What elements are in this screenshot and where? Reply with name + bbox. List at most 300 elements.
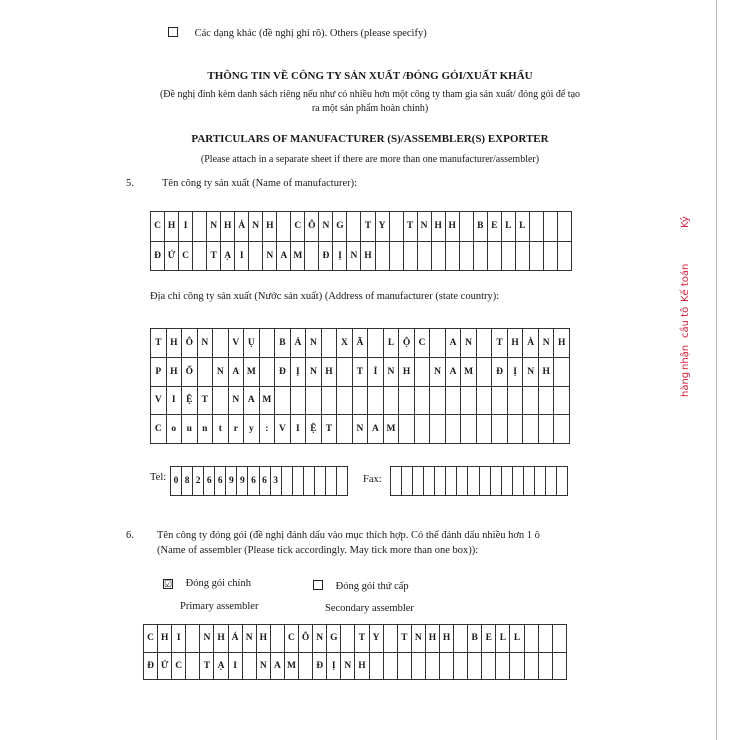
letter-box[interactable]: H xyxy=(166,329,182,358)
manufacturer-name-grid[interactable] xyxy=(150,211,572,271)
letter-box[interactable]: H xyxy=(439,625,453,653)
letter-box[interactable]: Ả xyxy=(290,329,306,358)
item6-number: 6. xyxy=(126,530,134,541)
letter-box[interactable] xyxy=(492,386,508,415)
fax-digit-box[interactable] xyxy=(424,467,435,496)
letter-box[interactable] xyxy=(476,386,492,415)
letter-box[interactable] xyxy=(439,652,453,680)
letter-box[interactable]: H xyxy=(431,212,445,242)
letter-box[interactable]: T xyxy=(197,386,213,415)
letter-box[interactable] xyxy=(554,415,570,444)
letter-box[interactable] xyxy=(454,652,468,680)
letter-box[interactable]: Đ xyxy=(275,357,291,386)
letter-box[interactable] xyxy=(454,625,468,653)
letter-box[interactable]: T xyxy=(321,415,337,444)
tel-digit-box[interactable] xyxy=(325,467,336,496)
letter-box[interactable]: n xyxy=(197,415,213,444)
letter-box[interactable] xyxy=(414,357,430,386)
letter-box[interactable]: I xyxy=(166,386,182,415)
letter-box[interactable]: H xyxy=(538,357,554,386)
letter-box[interactable] xyxy=(476,415,492,444)
grid-row xyxy=(144,625,567,653)
letter-box[interactable]: I xyxy=(179,212,193,242)
letter-box[interactable]: B xyxy=(468,625,482,653)
letter-box[interactable]: N xyxy=(523,357,539,386)
letter-box[interactable]: N xyxy=(249,212,263,242)
fax-digit-box[interactable] xyxy=(545,467,556,496)
letter-box[interactable] xyxy=(193,241,207,271)
letter-box[interactable] xyxy=(538,625,552,653)
tel-digit-box[interactable]: 0 xyxy=(171,467,182,496)
letter-box[interactable]: I xyxy=(228,652,242,680)
letter-box[interactable] xyxy=(538,386,554,415)
note-vi-line1: (Đề nghị đính kèm danh sách riêng nếu như có nhiều hơn một công ty tham gia sản xuất/ đóng gói để tạo xyxy=(159,89,581,100)
letter-box[interactable]: G xyxy=(327,625,341,653)
letter-box[interactable]: Ô xyxy=(182,329,198,358)
letter-box[interactable] xyxy=(529,212,543,242)
primary-assembler-label-en: Primary assembler xyxy=(180,601,259,612)
letter-box[interactable]: Đ xyxy=(144,652,158,680)
letter-box[interactable] xyxy=(375,241,389,271)
letter-box[interactable] xyxy=(368,329,384,358)
letter-box[interactable] xyxy=(492,415,508,444)
letter-box[interactable]: C xyxy=(151,415,167,444)
letter-box[interactable]: L xyxy=(496,625,510,653)
letter-box[interactable]: X xyxy=(337,329,353,358)
letter-box[interactable] xyxy=(543,241,557,271)
letter-box[interactable] xyxy=(554,386,570,415)
letter-box[interactable]: V xyxy=(275,415,291,444)
section-title-en: PARTICULARS OF MANUFACTURER (S)/ASSEMBLER(S) EXPORTER xyxy=(191,133,549,145)
letter-box[interactable] xyxy=(399,386,415,415)
letter-box[interactable]: A xyxy=(368,415,384,444)
letter-box[interactable]: N xyxy=(242,625,256,653)
letter-box[interactable]: H xyxy=(166,357,182,386)
letter-box[interactable]: Ứ xyxy=(158,652,172,680)
letter-box[interactable] xyxy=(321,329,337,358)
note-vi-line2: ra một sản phẩm hoàn chỉnh) xyxy=(311,103,429,114)
letter-box[interactable] xyxy=(414,386,430,415)
letter-box[interactable] xyxy=(557,212,571,242)
letter-box[interactable]: H xyxy=(256,625,270,653)
fax-digit-box[interactable] xyxy=(512,467,523,496)
letter-box[interactable]: L xyxy=(501,212,515,242)
letter-box[interactable]: Ộ xyxy=(399,329,415,358)
letter-box[interactable]: C xyxy=(151,212,165,242)
letter-box[interactable] xyxy=(507,415,523,444)
letter-box[interactable]: L xyxy=(383,329,399,358)
grid-row xyxy=(151,212,572,242)
fax-digit-box[interactable] xyxy=(413,467,424,496)
letter-box[interactable] xyxy=(557,241,571,271)
fax-digit-box[interactable] xyxy=(556,467,567,496)
fax-digit-grid[interactable] xyxy=(390,466,568,496)
fax-digit-box[interactable] xyxy=(534,467,545,496)
letter-box[interactable] xyxy=(425,652,439,680)
letter-box[interactable] xyxy=(369,652,383,680)
fax-digit-box[interactable] xyxy=(523,467,534,496)
fax-digit-box[interactable] xyxy=(490,467,501,496)
grid-row xyxy=(151,415,570,444)
letter-box[interactable]: t xyxy=(213,415,229,444)
letter-box[interactable] xyxy=(290,386,306,415)
letter-box[interactable]: C xyxy=(144,625,158,653)
letter-box[interactable]: Ụ xyxy=(244,329,260,358)
grid-row xyxy=(151,241,572,271)
letter-box[interactable]: T xyxy=(355,625,369,653)
fax-digit-box[interactable] xyxy=(457,467,468,496)
letter-box[interactable]: o xyxy=(166,415,182,444)
letter-box[interactable]: H xyxy=(221,212,235,242)
letter-box[interactable] xyxy=(529,241,543,271)
letter-box[interactable]: Á xyxy=(228,625,242,653)
digit-row xyxy=(391,467,568,496)
secondary-assembler-option[interactable] xyxy=(313,580,409,592)
letter-box[interactable]: N xyxy=(200,625,214,653)
tel-digit-box[interactable] xyxy=(303,467,314,496)
letter-box[interactable]: E xyxy=(487,212,501,242)
fax-digit-box[interactable] xyxy=(501,467,512,496)
letter-box[interactable]: H xyxy=(355,652,369,680)
letter-box[interactable] xyxy=(524,625,538,653)
letter-box[interactable] xyxy=(510,652,524,680)
letter-box[interactable]: P xyxy=(151,357,167,386)
fax-digit-box[interactable] xyxy=(402,467,413,496)
letter-box[interactable]: H xyxy=(263,212,277,242)
letter-box[interactable] xyxy=(249,241,263,271)
letter-box[interactable]: Ạ xyxy=(221,241,235,271)
letter-box[interactable] xyxy=(414,415,430,444)
letter-box[interactable]: N xyxy=(347,241,361,271)
letter-box[interactable]: C xyxy=(284,625,298,653)
letter-box[interactable]: I xyxy=(290,415,306,444)
letter-box[interactable] xyxy=(430,415,446,444)
letter-box[interactable]: L xyxy=(510,625,524,653)
letter-box[interactable]: T xyxy=(361,212,375,242)
letter-box[interactable]: Đ xyxy=(313,652,327,680)
letter-box[interactable]: N xyxy=(341,652,355,680)
tel-digit-box[interactable]: 6 xyxy=(248,467,259,496)
letter-box[interactable] xyxy=(389,241,403,271)
letter-box[interactable]: Ô xyxy=(305,212,319,242)
letter-box[interactable] xyxy=(476,357,492,386)
tel-digit-box[interactable]: 3 xyxy=(270,467,281,496)
letter-box[interactable]: E xyxy=(482,625,496,653)
letter-box[interactable] xyxy=(515,241,529,271)
assembler-name-grid[interactable] xyxy=(143,624,567,680)
letter-box[interactable]: H xyxy=(445,212,459,242)
tel-digit-box[interactable] xyxy=(281,467,292,496)
letter-box[interactable] xyxy=(445,386,461,415)
letter-box[interactable] xyxy=(242,652,256,680)
letter-box[interactable]: T xyxy=(207,241,221,271)
letter-box[interactable]: A xyxy=(228,357,244,386)
letter-box[interactable] xyxy=(411,652,425,680)
letter-box[interactable] xyxy=(445,241,459,271)
letter-box[interactable]: N xyxy=(352,415,368,444)
letter-box[interactable]: H xyxy=(425,625,439,653)
margin-mark-3: cầu tô xyxy=(680,306,691,338)
letter-box[interactable] xyxy=(259,357,275,386)
letter-box[interactable] xyxy=(321,386,337,415)
letter-box[interactable]: Á xyxy=(235,212,249,242)
letter-box[interactable]: Ố xyxy=(182,357,198,386)
tel-digit-box[interactable]: 2 xyxy=(193,467,204,496)
grid-row xyxy=(151,329,570,358)
letter-box[interactable] xyxy=(383,652,397,680)
letter-box[interactable]: N xyxy=(411,625,425,653)
letter-box[interactable]: M xyxy=(461,357,477,386)
item6-label-line1: Tên công ty đóng gói (đề nghị đánh dấu vào mục thích hợp. Có thể đánh dấu nhiều hơn 1 ô xyxy=(157,530,540,541)
letter-box[interactable]: À xyxy=(523,329,539,358)
letter-box[interactable]: V xyxy=(151,386,167,415)
letter-box[interactable] xyxy=(430,386,446,415)
letter-box[interactable]: T xyxy=(151,329,167,358)
letter-box[interactable]: M xyxy=(244,357,260,386)
primary-assembler-option[interactable] xyxy=(163,578,251,589)
letter-box[interactable]: A xyxy=(445,329,461,358)
grid-row xyxy=(144,652,567,680)
tel-digit-box[interactable]: 6 xyxy=(204,467,215,496)
tel-label: Tel: xyxy=(150,472,167,483)
letter-box[interactable] xyxy=(507,386,523,415)
letter-box[interactable]: H xyxy=(321,357,337,386)
letter-box[interactable] xyxy=(459,241,473,271)
letter-box[interactable]: N xyxy=(538,329,554,358)
letter-box[interactable]: N xyxy=(430,357,446,386)
tel-digit-box[interactable]: 8 xyxy=(182,467,193,496)
letter-box[interactable]: Ạ xyxy=(214,652,228,680)
letter-box[interactable]: T xyxy=(397,625,411,653)
letter-box[interactable] xyxy=(352,386,368,415)
item5-number: 5. xyxy=(126,178,134,189)
letter-box[interactable] xyxy=(554,357,570,386)
letter-box[interactable]: H xyxy=(507,329,523,358)
letter-box[interactable] xyxy=(417,241,431,271)
letter-box[interactable]: B xyxy=(473,212,487,242)
letter-box[interactable] xyxy=(341,625,355,653)
margin-mark-4: nhận xyxy=(680,344,691,370)
letter-box[interactable] xyxy=(306,386,322,415)
letter-box[interactable]: N xyxy=(263,241,277,271)
letter-box[interactable] xyxy=(299,652,313,680)
margin-mark-2: Kế toán xyxy=(680,263,691,302)
letter-box[interactable]: I xyxy=(172,625,186,653)
fax-digit-box[interactable] xyxy=(468,467,479,496)
letter-box[interactable]: A xyxy=(277,241,291,271)
fax-digit-box[interactable] xyxy=(446,467,457,496)
letter-box[interactable] xyxy=(445,415,461,444)
letter-box[interactable]: Y xyxy=(369,625,383,653)
letter-box[interactable]: A xyxy=(270,652,284,680)
secondary-assembler-checkbox[interactable] xyxy=(313,580,323,590)
margin-mark-5: hàng xyxy=(680,371,691,397)
letter-box[interactable]: Y xyxy=(375,212,389,242)
letter-box[interactable]: Ô xyxy=(299,625,313,653)
letter-box[interactable]: M xyxy=(284,652,298,680)
letter-box[interactable] xyxy=(337,415,353,444)
letter-box[interactable]: Ệ xyxy=(306,415,322,444)
letter-box[interactable] xyxy=(552,652,566,680)
letter-box[interactable] xyxy=(186,625,200,653)
letter-box[interactable]: H xyxy=(554,329,570,358)
letter-box[interactable] xyxy=(275,386,291,415)
letter-box[interactable] xyxy=(305,241,319,271)
letter-box[interactable] xyxy=(347,212,361,242)
letter-box[interactable] xyxy=(543,212,557,242)
letter-box[interactable] xyxy=(461,415,477,444)
tel-digit-grid[interactable] xyxy=(170,466,348,496)
letter-box[interactable] xyxy=(552,625,566,653)
letter-box[interactable] xyxy=(397,652,411,680)
letter-box[interactable] xyxy=(459,212,473,242)
primary-assembler-label-vi: Đóng gói chính xyxy=(185,578,251,589)
letter-box[interactable]: N xyxy=(417,212,431,242)
letter-box[interactable] xyxy=(270,625,284,653)
letter-box[interactable]: M xyxy=(291,241,305,271)
letter-box[interactable]: Ỉ xyxy=(368,357,384,386)
letter-box[interactable] xyxy=(403,241,417,271)
letter-box[interactable]: C xyxy=(172,652,186,680)
letter-box[interactable] xyxy=(399,415,415,444)
letter-box[interactable] xyxy=(430,329,446,358)
letter-box[interactable]: A xyxy=(244,386,260,415)
note-en: (Please attach in a separate sheet if there are more than one manufacturer/assembler) xyxy=(200,154,540,165)
fax-digit-box[interactable] xyxy=(479,467,490,496)
letter-box[interactable] xyxy=(277,212,291,242)
other-forms-option[interactable] xyxy=(168,27,427,39)
letter-box[interactable]: r xyxy=(228,415,244,444)
letter-box[interactable]: A xyxy=(445,357,461,386)
letter-box[interactable]: N xyxy=(213,357,229,386)
tel-digit-box[interactable]: 9 xyxy=(237,467,248,496)
letter-box[interactable] xyxy=(213,329,229,358)
letter-box[interactable] xyxy=(496,652,510,680)
letter-box[interactable]: C xyxy=(179,241,193,271)
other-forms-checkbox[interactable] xyxy=(168,27,178,37)
letter-box[interactable]: Ị xyxy=(507,357,523,386)
letter-box[interactable]: N xyxy=(207,212,221,242)
letter-box[interactable]: Ị xyxy=(290,357,306,386)
tel-digit-box[interactable] xyxy=(292,467,303,496)
letter-box[interactable] xyxy=(501,241,515,271)
letter-box[interactable]: N xyxy=(383,357,399,386)
letter-box[interactable] xyxy=(368,386,384,415)
letter-box[interactable]: Ã xyxy=(352,329,368,358)
letter-box[interactable]: Ệ xyxy=(182,386,198,415)
tel-digit-box[interactable]: 6 xyxy=(259,467,270,496)
letter-box[interactable] xyxy=(473,241,487,271)
letter-box[interactable]: C xyxy=(291,212,305,242)
letter-box[interactable] xyxy=(197,357,213,386)
letter-box[interactable] xyxy=(186,652,200,680)
other-forms-label: Các dạng khác (đề nghị ghi rõ). Others (please specify) xyxy=(194,28,427,39)
letter-box[interactable]: V xyxy=(228,329,244,358)
letter-box[interactable]: H xyxy=(158,625,172,653)
letter-box[interactable] xyxy=(461,386,477,415)
letter-box[interactable]: H xyxy=(399,357,415,386)
letter-box[interactable] xyxy=(482,652,496,680)
letter-box[interactable] xyxy=(523,386,539,415)
letter-box[interactable]: N xyxy=(197,329,213,358)
letter-box[interactable] xyxy=(538,652,552,680)
letter-box[interactable]: N xyxy=(256,652,270,680)
letter-box[interactable]: T xyxy=(200,652,214,680)
letter-box[interactable] xyxy=(213,386,229,415)
letter-box[interactable] xyxy=(383,625,397,653)
letter-box[interactable] xyxy=(389,212,403,242)
letter-box[interactable]: Đ xyxy=(151,241,165,271)
tel-digit-box[interactable]: 9 xyxy=(226,467,237,496)
letter-box[interactable] xyxy=(337,357,353,386)
letter-box[interactable]: N xyxy=(319,212,333,242)
margin-mark-1: Ký xyxy=(680,216,691,228)
manufacturer-address-grid[interactable] xyxy=(150,328,570,444)
letter-box[interactable]: B xyxy=(275,329,291,358)
primary-assembler-checkbox[interactable]: ☑ xyxy=(164,579,173,589)
letter-box[interactable]: G xyxy=(333,212,347,242)
letter-box[interactable]: N xyxy=(461,329,477,358)
letter-box[interactable]: I xyxy=(235,241,249,271)
letter-box[interactable]: L xyxy=(515,212,529,242)
letter-box[interactable]: C xyxy=(414,329,430,358)
item5-label: Tên công ty sản xuất (Name of manufacturer): xyxy=(162,178,358,189)
letter-box[interactable]: T xyxy=(492,329,508,358)
letter-box[interactable]: T xyxy=(403,212,417,242)
digit-row xyxy=(171,467,348,496)
tel-digit-box[interactable] xyxy=(314,467,325,496)
letter-box[interactable]: H xyxy=(361,241,375,271)
fax-digit-box[interactable] xyxy=(435,467,446,496)
letter-box[interactable]: Ị xyxy=(327,652,341,680)
letter-box[interactable]: Ứ xyxy=(165,241,179,271)
grid-row xyxy=(151,357,570,386)
letter-box[interactable]: N xyxy=(306,329,322,358)
letter-box[interactable]: M xyxy=(259,386,275,415)
letter-box[interactable]: N xyxy=(313,625,327,653)
letter-box[interactable]: H xyxy=(214,625,228,653)
letter-box[interactable] xyxy=(383,386,399,415)
letter-box[interactable]: N xyxy=(306,357,322,386)
section-title-vi: THÔNG TIN VỀ CÔNG TY SẢN XUẤT /ĐÓNG GÓI/XUẤT KHẨU xyxy=(207,70,533,82)
letter-box[interactable]: Đ xyxy=(492,357,508,386)
letter-box[interactable] xyxy=(487,241,501,271)
fax-digit-box[interactable] xyxy=(391,467,402,496)
letter-box[interactable]: : xyxy=(259,415,275,444)
letter-box[interactable]: Ị xyxy=(333,241,347,271)
fax-label: Fax: xyxy=(363,474,382,485)
address-label: Địa chỉ công ty sản xuất (Nước sản xuất) (Address of manufacturer (state country): xyxy=(150,291,500,302)
tel-digit-box[interactable] xyxy=(336,467,347,496)
letter-box[interactable] xyxy=(337,386,353,415)
letter-box[interactable] xyxy=(524,652,538,680)
letter-box[interactable]: T xyxy=(352,357,368,386)
letter-box[interactable] xyxy=(468,652,482,680)
letter-box[interactable] xyxy=(523,415,539,444)
letter-box[interactable]: Đ xyxy=(319,241,333,271)
letter-box[interactable] xyxy=(193,212,207,242)
letter-box[interactable]: M xyxy=(383,415,399,444)
letter-box[interactable]: u xyxy=(182,415,198,444)
letter-box[interactable] xyxy=(431,241,445,271)
tel-digit-box[interactable]: 6 xyxy=(215,467,226,496)
letter-box[interactable]: y xyxy=(244,415,260,444)
letter-box[interactable] xyxy=(259,329,275,358)
letter-box[interactable]: N xyxy=(228,386,244,415)
letter-box[interactable] xyxy=(538,415,554,444)
letter-box[interactable]: H xyxy=(165,212,179,242)
letter-box[interactable] xyxy=(476,329,492,358)
